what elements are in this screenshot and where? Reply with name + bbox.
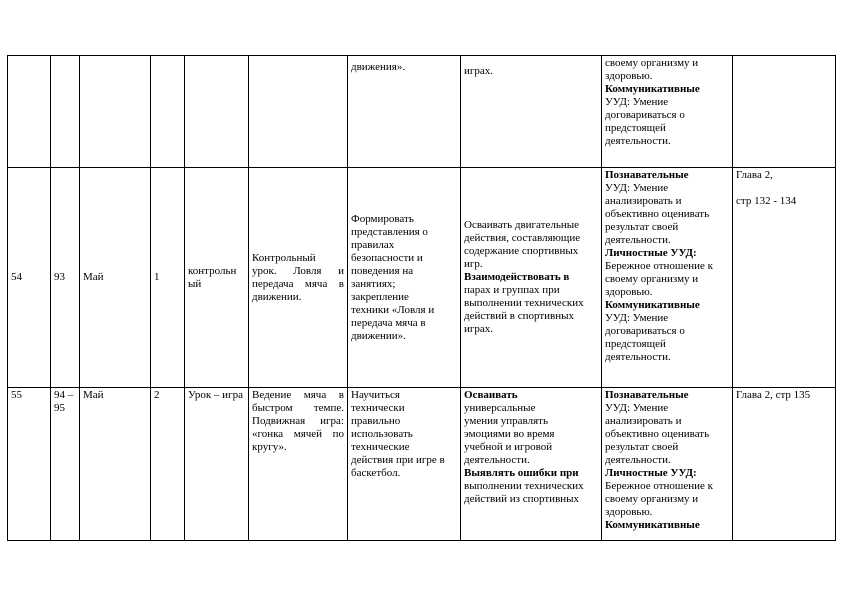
table-row (8, 388, 836, 541)
cell-lesson: 93 (51, 168, 80, 388)
cell-type (185, 56, 249, 168)
cell-reference (733, 56, 836, 168)
cell-goal: Формировать представления о правилах безопасности и поведения на занятиях; закрепление техники «Ловля и передача мяча в движении». (348, 168, 461, 388)
cell-week: 1 (151, 168, 185, 388)
cell-number: 54 (8, 168, 51, 388)
cell-lesson: 94 – 95 (51, 388, 80, 541)
cell-goal: движения». (348, 56, 461, 168)
cell-type: контрольн ый (185, 168, 249, 388)
lesson-plan-table (7, 55, 836, 541)
cell-number: 55 (8, 388, 51, 541)
cell-week: 2 (151, 388, 185, 541)
cell-week (151, 56, 185, 168)
cell-lesson (51, 56, 80, 168)
cell-topic: Контрольный урок. Ловля и передача мяча в движении. (249, 168, 348, 388)
cell-uud: Познавательные УУД: Умение анализировать и объективно оценивать результат своей деятельности. Личностные УУД: Бережное отношение к своему организму и здоровью. Коммуникативные (602, 388, 733, 541)
table-row (8, 168, 836, 388)
cell-activity: играх. (461, 56, 602, 168)
cell-month: Май (80, 388, 151, 541)
cell-activity: Осваивать двигательные действия, составляющие содержание спортивных игр. Взаимодействовать в парах и группах при выполнении технических действий в спортивных играх. (461, 168, 602, 388)
cell-topic: Ведение мяча в быстром темпе. Подвижная игра: «гонка мячей по кругу». (249, 388, 348, 541)
cell-uud: своему организму и здоровью. Коммуникативные УУД: Умение договариваться о предстоящей деятельности. (602, 56, 733, 168)
cell-month: Май (80, 168, 151, 388)
cell-activity: Осваивать универсальные умения управлять эмоциями во время учебной и игровой деятельности. Выявлять ошибки при выполнении технических действий из спортивных (461, 388, 602, 541)
cell-reference: Глава 2, стр 132 - 134 (733, 168, 836, 388)
cell-reference: Глава 2, стр 135 (733, 388, 836, 541)
table-row (8, 56, 836, 168)
cell-uud: Познавательные УУД: Умение анализировать и объективно оценивать результат своей деятельности. Личностные УУД: Бережное отношение к своему организму и здоровью. Коммуникативные УУД: Умение договариваться о предстоящей деятельности. (602, 168, 733, 388)
cell-number (8, 56, 51, 168)
cell-type: Урок – игра (185, 388, 249, 541)
cell-topic (249, 56, 348, 168)
cell-month (80, 56, 151, 168)
cell-goal: Научиться технически правильно использовать технические действия при игре в баскетбол. (348, 388, 461, 541)
